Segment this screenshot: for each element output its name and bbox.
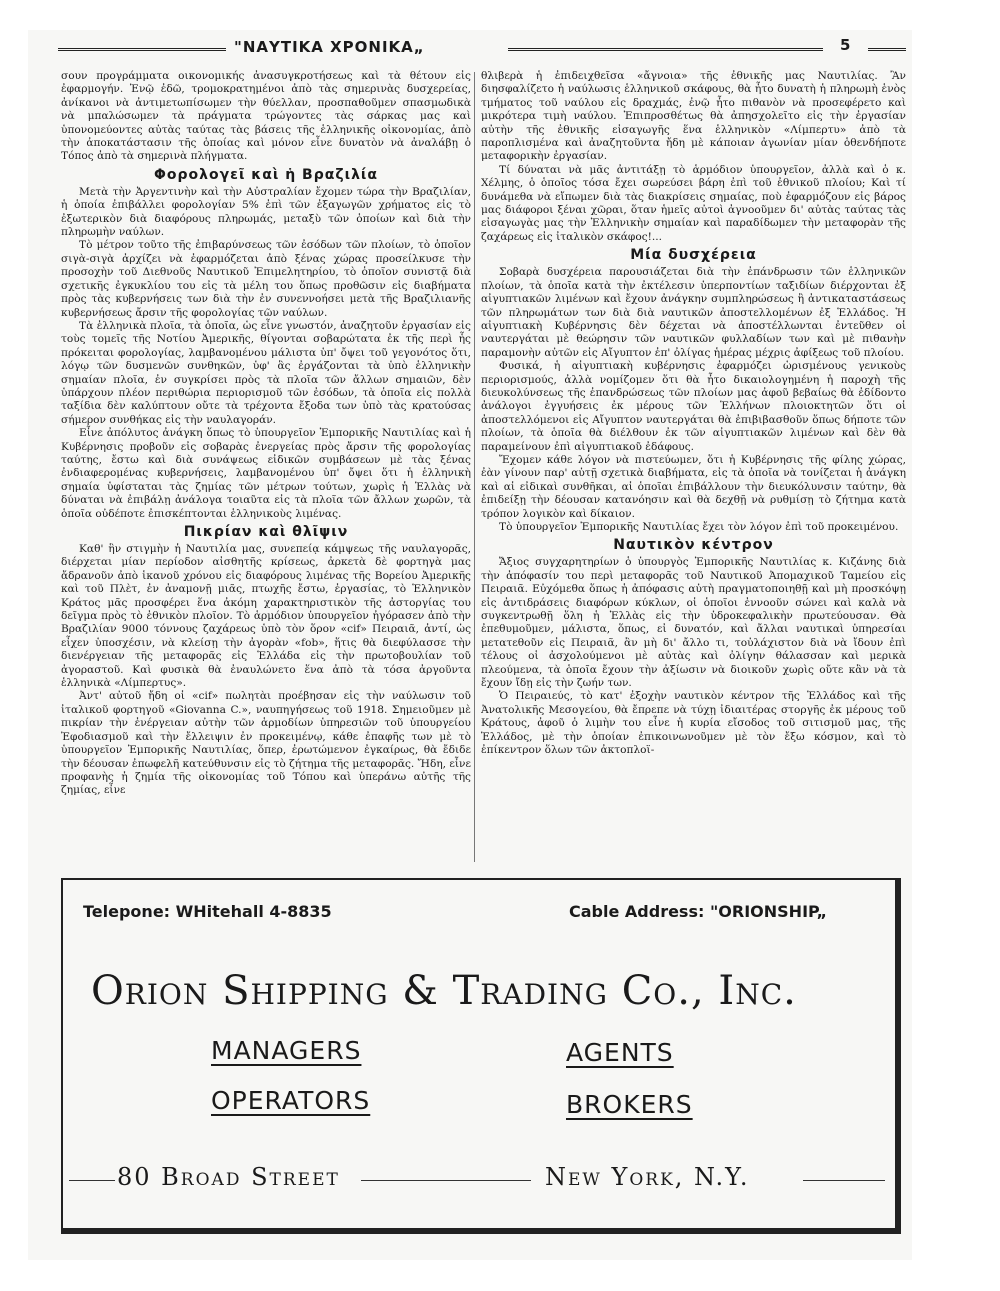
left-column: [61, 70, 471, 865]
ad-address-city: New York, N.Y.: [545, 1163, 750, 1191]
paragraph: Ἔχομεν κάθε λόγον νὰ πιστεύωμεν, ὅτι ἡ Κυβέρνησις τῆς φίλης χώρας, ἐὰν γίνουν παρ' αὐτῇ σχετικὰ διαβήματα, εἰς τὰ ὁποῖα νὰ τονίζεται ἡ ἀνάγκη καὶ αἱ εἰδικαὶ συνθῆκαι, αἱ ὁποῖαι ἐπιβάλλουν τὴν διευκόλυνσιν ταύτην, θὰ ἐπιδείξῃ τὴν δέουσαν κατανόησιν καὶ θὰ δεχθῇ νὰ ρυθμίσῃ τὸ ζήτημα κατὰ τρόπον λογικὸν καὶ δίκαιον.: [481, 453, 906, 520]
column-divider: [474, 72, 475, 862]
right-column: [481, 70, 906, 865]
paragraph: Σοβαρὰ δυσχέρεια παρουσιάζεται διὰ τὴν ἐπάνδρωσιν τῶν ἑλληνικῶν πλοίων, τὰ ὁποῖα κατὰ τὴν ἐκτέλεσιν ὑπερποντίων ταξιδίων διέρχονται ἐξ αἰγυπτιακῶν λιμένων καὶ ἔχουν ἀνάγκην συμπληρώσεως ἢ ἀντικαταστάσεως τῶν πληρωμάτων των διὰ διὰ ναυτικῶν ἀποστελλομένων ἐξ Ἑλλάδος. Ἡ αἰγυπτιακὴ Κυβέρνησις δὲν δέχεται νὰ ἀποστέλλωνται ἐντεῦθεν οἱ ναυτεργάται μὲ θεώρησιν τῶν ναυτικῶν φυλλαδίων των καὶ μὲ πιθανὴν παραμονὴν αὐτῶν εἰς Αἴγυπτον ἐπ' ὀλίγας ἡμέρας μέχρις ἀφίξεως τοῦ πλοίου.: [481, 266, 906, 359]
ad-role-operators: OPERATORS: [211, 1086, 371, 1115]
ad-role-agents: AGENTS: [566, 1038, 674, 1067]
section-heading: Πικρίαν καὶ θλῖψιν: [183, 524, 349, 540]
page-number: 5: [840, 36, 851, 54]
ad-role-brokers: BROKERS: [566, 1090, 693, 1119]
paragraph: Καθ' ἣν στιγμὴν ἡ Ναυτιλία μας, συνεπείᾳ κάμψεως τῆς ναυλαγορᾶς, διέρχεται μίαν περίοδον αἰσθητῆς κρίσεως, ἀρκετὰ δὲ φορτηγὰ μας ἄδρανοῦν ἀπὸ ἱκανοῦ χρόνου εἰς διαφόρους λιμένας τῆς Βορείου Ἀμερικῆς καὶ τοῦ Πλὲτ, ἐν ἀναμονῇ μιᾶς, πτωχῆς ἔστω, ἐργασίας, τὸ Ἑλληνικὸν Κράτος μᾶς προσφέρει ἕνα ἀκόμη χαρακτηριστικὸν τῆς ἀστοργίας του δεῖγμα πρὸς τὸ ἐθνικὸν πλοῖον. Τὸ ἁρμόδιον ὑπουργεῖον ἠγόρασεν ἀπὸ τὴν Βραζιλίαν 9000 τόννους ζαχάρεως ὑπὸ τὸν ὅρον «cif» Πειραιᾶ, ἀντί, ὡς εἶχεν ὑποσχέσιν, νὰ κλείσῃ τὴν ἀγορὰν «fob», ἥτις θὰ διεφύλασσε τὴν διενέργειαν τῆς μεταφορᾶς εἰς Ἑλλάδα εἰς τὴν πρωτοβουλίαν τοῦ ἀγοραστοῦ. Καὶ φυσικὰ θὰ ἐναυλώνετο ἕνα ἀπὸ τὰ τόσα ἀργοῦντα ἑλληνικὰ «Λίμπερτυς».: [61, 543, 471, 690]
paragraph: Ὁ Πειραιεύς, τὸ κατ' ἐξοχὴν ναυτικὸν κέντρον τῆς Ἑλλάδος καὶ τῆς Ἀνατολικῆς Μεσογείου, θὰ ἔπρεπε νὰ τύχῃ ἰδιαιτέρας στοργῆς ἐκ μέρους τοῦ Κράτους, ἀφοῦ ὁ λιμὴν του εἶνε ἡ κυρία εἴσοδος τοῦ σιτισμοῦ μας, τῆς Ἑλλάδος, μὲ τὴν ὁποίαν ἐπικοινωνοῦμεν μὲ τὸν ἔξω κόσμον, καὶ τὸ ἐπίκεντρον ὅλων τῶν ἀκτοπλοϊ-: [481, 690, 906, 757]
page-header: [58, 38, 906, 60]
section-heading: Μία δυσχέρεια: [630, 247, 757, 264]
section-heading: Φορολογεῖ καὶ ἡ Βραζιλία: [154, 166, 378, 183]
advertisement: [61, 878, 903, 1238]
ad-telephone: Telepone: WHitehall 4-8835: [83, 902, 332, 921]
magazine-title: "ΝΑΥΤΙΚΑ ΧΡΟΝΙΚΑ„: [234, 38, 425, 56]
paragraph: Μετὰ τὴν Ἀργεντινὴν καὶ τὴν Αὐστραλίαν ἔχομεν τώρα τὴν Βραζιλίαν, ἡ ὁποία ἐπιβάλλει φορολογίαν 5% ἐπὶ τῶν ἐξαγωγῶν χρήματος εἰς τὸ ἐξωτερικὸν διὰ διαφόρους πληρωμάς, μεταξὺ τῶν ὁποίων καὶ διὰ τὴν πληρωμὴν ναύλων.: [61, 185, 471, 239]
ad-address-rule: [69, 1180, 115, 1181]
ad-address-rule: [361, 1180, 531, 1181]
paragraph: Ἄξιος συγχαρητηρίων ὁ ὑπουργὸς Ἐμπορικῆς Ναυτιλίας κ. Κιζάνης διὰ τὴν ἀπόφασίν του περὶ μεταφορᾶς τοῦ Ναυτικοῦ Ἀπομαχικοῦ Ταμείου εἰς Πειραιᾶ. Εὐχόμεθα ὅπως ἡ ἀπόφασις αὐτὴ πραγματοποιηθῇ καὶ μὴ προσκόψῃ εἰς ἀντιδράσεις διαφόρων κύκλων, οἱ ὁποῖοι ἐννοοῦν σώνει καὶ καλὰ νὰ συγκεντρωθῇ ὅλη ἡ Ἑλλὰς εἰς τὴν ὑδροκεφαλικὴν πρωτεύουσαν. Θὰ ἐπεθυμοῦμεν, μάλιστα, ὅπως, εἰ δυνατόν, καὶ ἄλλαι ναυτικαὶ ὑπηρεσίαι μετατεθοῦν εἰς Πειραιᾶ, ἂν μὴ δι' ἄλλο τι, τοὐλάχιστον διὰ νὰ ἴδουν ἐπὶ τέλους οἱ ἀσχολούμενοι μὲ αὐτὰς καὶ ὀλίγην θάλασσαν καὶ μερικὰ πλεούμενα, τὰ ὁποῖα ἔχουν τὴν ἀξίωσιν νὰ διοικοῦν χωρὶς οὔτε κἂν νὰ τὰ ἔχουν ἴδῃ εἰς τὴν ζωήν των.: [481, 556, 906, 690]
ad-role-managers: MANAGERS: [211, 1036, 362, 1065]
header-rule: [868, 48, 906, 51]
paragraph: Τὸ μέτρον τοῦτο τῆς ἐπιβαρύνσεως τῶν ἐσόδων τῶν πλοίων, τὸ ὁποῖον σιγὰ-σιγὰ ἀρχίζει νὰ ἐφαρμόζεται ἀπὸ ξένας χώρας προσείλκυσε τὴν προσοχὴν τοῦ Διεθνοῦς Ναυτικοῦ Ἐπιμελητηρίου, τὸ ὁποῖον συνιστᾷ διὰ σχετικῆς ἐγκυκλίου του εἰς τὰ μέλη του ὅπως προθῶσιν εἰς διαβήματα πρὸς τὰς κυβερνήσεις των διὰ τὴν ἐν συνεννοήσει μετὰ τῆς Βραζιλιανῆς κυβερνήσεως ἄρσιν τῆς φορολογίας τῶν ναύλων.: [61, 239, 471, 319]
ad-cable-address: Cable Address: "ORIONSHIP„: [569, 902, 828, 921]
paragraph: Τί δύναται νὰ μᾶς ἀντιτάξῃ τὸ ἁρμόδιον ὑπουργεῖον, ἀλλὰ καὶ ὁ κ. Χέλμης, ὁ ὁποῖος τόσα ἔχει σωρεύσει βάρη ἐπὶ τοῦ ἐθνικοῦ πλοίου; Καὶ τί δυνάμεθα νὰ εἴπωμεν διὰ τὰς διακρίσεις σημαίας, ποὺ ἐφαρμόζουν εἰς βάρος μας διάφοροι ξέναι χῶραι, ὅταν ἡμεῖς αὐτοὶ ἀγνοοῦμεν δι' αὐτὰς ταύτας τὰς εἰσαγωγὰς μας τὴν Ἑλληνικὴν σημαίαν καὶ παραδίδωμεν τὴν μεταφορὰν τῆς ζαχάρεως εἰς ἰταλικὸν σκάφος!...: [481, 163, 906, 243]
paragraph: θλιβερὰ ἡ ἐπιδειχθεῖσα «ἄγνοια» τῆς ἐθνικῆς μας Ναυτιλίας. Ἂν διησφαλίζετο ἡ ναύλωσις ἑλληνικοῦ σκάφους, θὰ ἦτο δυνατὴ ἡ πληρωμὴ ἑνὸς τμήματος τοῦ ναύλου εἰς δραχμάς, ἐνῷ ἦτο πιθανὸν νὰ προσεφέρετο καὶ μικρότερα τιμὴ ναύλου. Ἐπιπροσθέτως θὰ ἀπησχολεῖτο εἰς τὴν ἐργασίαν αὐτὴν τῆς ἐθνικῆς εἰσαγωγῆς ἕνα ἑλληνικὸν «Λίμπερτυ» ἀπὸ τὰ παροπλισμένα καὶ ἀναζητοῦντα ἤδη μὲ κάποιαν ἀγωνίαν μίαν ὁθενδήποτε μεταφορικὴν ἐργασίαν.: [481, 70, 906, 163]
paragraph: Φυσικά, ἡ αἰγυπτιακὴ κυβέρνησις ἐφαρμόζει ὡρισμένους γενικοὺς περιορισμούς, ἀλλὰ νομίζομεν ὅτι θὰ ἦτο δικαιολογημένη ἡ παροχὴ τῆς διευκολύνσεως τῆς ἐπανδρώσεως τῶν πλοίων μας ἀφοῦ βεβαίως θὰ ἐδίδοντο ἀνάλογοι ἐγγυήσεις ἐκ μέρους τῶν Ἑλλήνων πλοιοκτητῶν ὅτι οἱ ἀποστελλόμενοι εἰς Αἴγυπτον ναυτεργάται θὰ ἐπιβιβασθοῦν ὅπως δήποτε τῶν πλοίων, τὰ ὁποῖα θὰ διέλθουν ἐκ τῶν αἰγυπτιακῶν λιμένων καὶ δὲν θὰ παραμείνουν ἐπὶ αἰγυπτιακοῦ ἐδάφους.: [481, 360, 906, 453]
paragraph: Τὸ ὑπουργεῖον Ἐμπορικῆς Ναυτιλίας ἔχει τὸν λόγον ἐπὶ τοῦ προκειμένου.: [499, 521, 899, 533]
paragraph: Τὰ ἑλληνικὰ πλοῖα, τὰ ὁποῖα, ὡς εἶνε γνωστόν, ἀναζητοῦν ἐργασίαν εἰς τοὺς τομεῖς τῆς Νοτίου Ἀμερικῆς, θίγονται σοβαρώτατα ἐκ τῆς περὶ ἧς πρόκειται φορολογίας, λαμβανομένου μάλιστα ὑπ' ὄψει τοῦ γεγονότος ὅτι, λόγῳ τῶν δυσμενῶν συνθηκῶν, ὑφ' ἃς ἐργάζονται τὰ ὑπὸ ἑλληνικὴν σημαίαν πλοῖα, ἐν συγκρίσει πρὸς τὰ πλοῖα τῶν ἄλλων σημαιῶν, δὲν ὑπάρχουν πλέον περιθώρια περιορισμοῦ τῶν ἐσόδων, τὰ ὁποῖα εἰς πολλὰ ταξίδια δὲν καλύπτουν οὔτε τὰ τρέχοντα ἔξοδα των ὑπὸ τὰς κρατούσας σήμερον συνθήκας εἰς τὴν ναυλαγοράν.: [61, 319, 471, 426]
paragraph: Ἀντ' αὐτοῦ ἤδη οἱ «cif» πωλητὰι προέβησαν εἰς τὴν ναύλωσιν τοῦ ἰταλικοῦ φορτηγοῦ «Giovanna C.», ναυπηγήσεως τοῦ 1918. Σημειοῦμεν μὲ πικρίαν τὴν ἐνέργειαν αὐτὴν τῶν ἁρμοδίων ὑπηρεσιῶν τοῦ ὑπουργείου Ἐφοδιασμοῦ καὶ τὴν ἔλλειψιν ἐν προκειμένῳ, κάθε ἐπαφῆς των μὲ τὸ ὑπουργεῖον Ἐμπορικῆς Ναυτιλίας, ὅπερ, ἐρωτώμενον ἐγκαίρως, θὰ ἔδιδε τὴν δέουσαν ἐπωφελῆ κατεύθυνσιν εἰς τὸ ζήτημα τῆς μεταφορᾶς. Ἤδη, εἶνε προφανὴς ἡ ζημία τῆς οἰκονομίας τοῦ Τόπου καὶ ὑπεράνω αὐτῆς τῆς ζημίας, εἶνε: [61, 690, 471, 797]
paragraph: σουν προγράμματα οικονομικής ἀνασυγκροτήσεως καὶ τὰ θέτουν εἰς ἐφαρμογήν. Ἐνῷ ἐδῶ, τρομοκρατημένοι ἀπὸ τὰς σημερινὰς δυσχερείας, ἀνίκανοι νὰ ἀντιμετωπίσωμεν τὴν θύελλαν, προσπαθοῦμεν σπασμωδικὰ νὰ μπαλώσωμεν τὰ πράγματα τρώγοντες τὰς σάρκας μας καὶ ὑπονομεύοντες αὐτὰς ταύτας τὰς βάσεις τῆς ἑλληνικῆς οἰκονομίας, ἀπὸ τὴν ἀποκατάστασιν τῆς ὁποίας καὶ μόνον εἶνε δυνατὸν νὰ ἀναλάβῃ ὁ Τόπος ἀπὸ τὰ σημερινὰ πλήγματα.: [61, 70, 471, 163]
section-heading: Ναυτικὸν κέντρον: [613, 537, 774, 554]
paragraph: Εἶνε ἀπόλυτος ἀνάγκη ὅπως τὸ ὑπουργεῖον Ἐμπορικῆς Ναυτιλίας καὶ ἡ Κυβέρνησις προβοῦν εἰς σοβαρὰς ἐνεργείας πρὸς ἄρσιν τῆς φορολογίας ταύτης, ἔστω καὶ διὰ συνάψεως εἰδικῶν συμβάσεων μὲ τὰς ξένας ἐνδιαφερομένας κυβερνήσεις, λαμβανομένου ὑπ' ὄψει ὅτι ἡ ἑλληνικὴ σημαία ὑφίσταται τὰς ζημίας τῶν μέτρων τούτων, χωρὶς ἡ Ἑλλὰς νὰ δύναται νὰ ἐπιβάλῃ ἀνάλογα τοιαῦτα εἰς τὰ πλοῖα τῶν ἄλλων χωρῶν, τὰ ὁποῖα οὐδέποτε ἐπισκέπτονται ἑλληνικοὺς λιμένας.: [61, 427, 471, 520]
ad-company-name: Orion Shipping & Trading Co., Inc.: [91, 968, 797, 1014]
ad-address-street: 80 Broad Street: [117, 1163, 340, 1191]
header-rule: [508, 48, 823, 51]
header-rule: [58, 48, 226, 51]
ad-address-rule: [803, 1180, 885, 1181]
